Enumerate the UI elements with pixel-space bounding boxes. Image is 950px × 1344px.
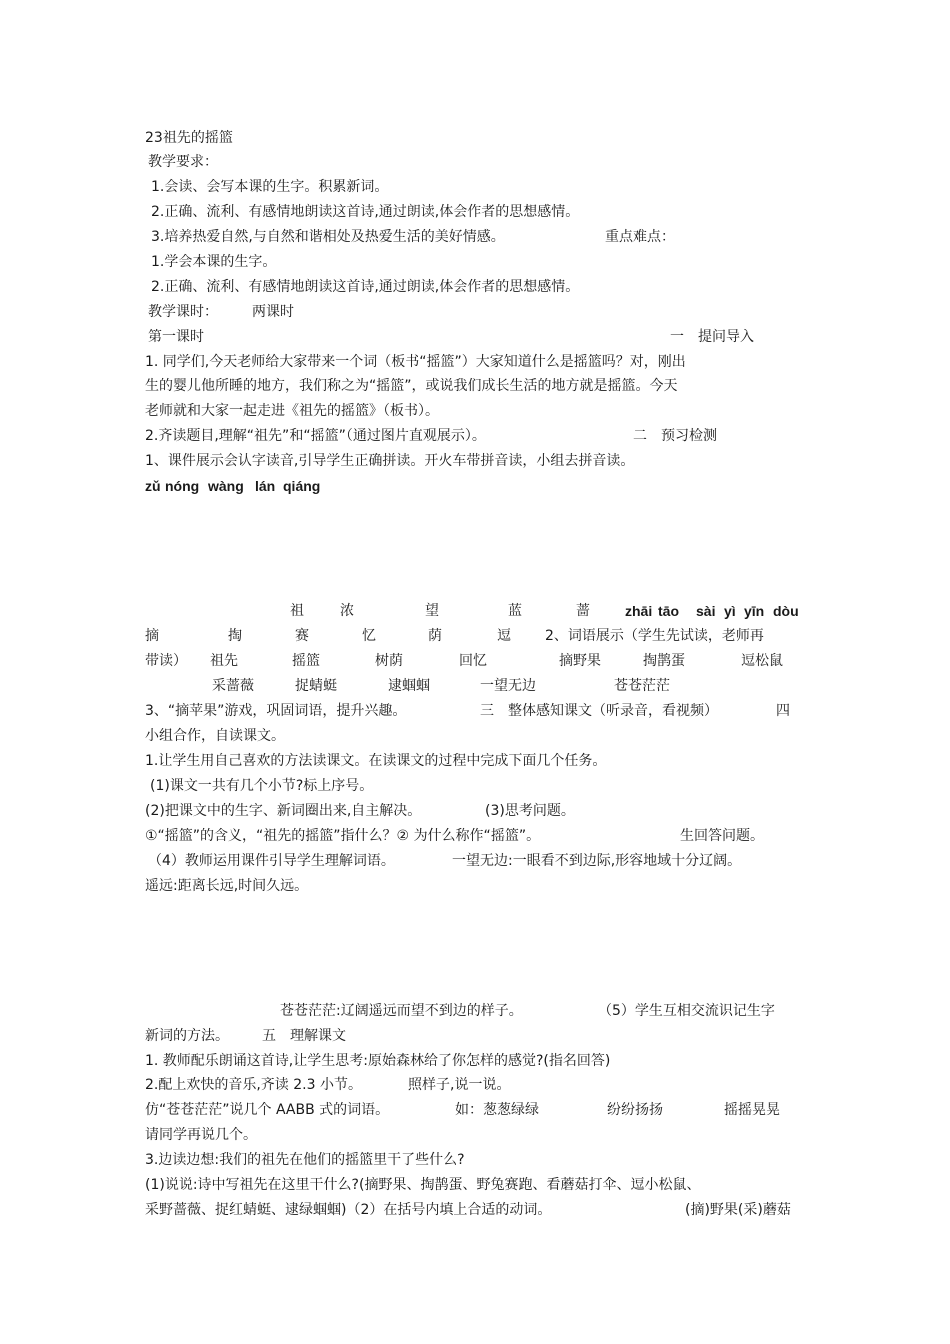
character: 逗 [497, 628, 511, 644]
vocab-word: 摘野果 [559, 653, 601, 669]
requirements-header: 教学要求： [148, 154, 218, 170]
section-4-heading: 小组合作，自读课文。 [145, 728, 285, 744]
requirement-1: 1.会读、会写本课的生字。积累新词。 [151, 179, 389, 195]
words-intro-b: 带读） [145, 653, 187, 669]
character: 忆 [362, 628, 376, 644]
example-3: 摇摇晃晃 [724, 1102, 780, 1118]
section-5-heading: 五 理解课文 [262, 1028, 346, 1044]
character: 掏 [228, 628, 242, 644]
game-line: 3、“摘苹果”游戏，巩固词语，提升兴趣。 [145, 703, 407, 719]
page-title: 23祖先的摇篮 [145, 130, 233, 146]
pinyin: zǔ [145, 478, 161, 494]
pinyin: sài [696, 603, 716, 619]
definition-1: 一望无边:一眼看不到边际,形容地域十分辽阔。 [452, 853, 742, 869]
vocab-word: 逮蝈蝈 [388, 678, 430, 694]
understand-1: 1. 教师配乐朗诵这首诗,让学生思考:原始森林给了你怎样的感觉?(指名回答) [145, 1053, 611, 1069]
task-intro: 1.让学生用自己喜欢的方法读课文。在读课文的过程中完成下面几个任务。 [145, 753, 607, 769]
pinyin: wàng [208, 478, 244, 494]
pinyin: qiáng [283, 478, 321, 494]
task-3: (3)思考问题。 [485, 803, 575, 819]
task-5a: （5）学生互相交流识记生字 [598, 1003, 775, 1019]
hours-value: 两课时 [252, 304, 294, 320]
pinyin: lán [255, 478, 276, 494]
understand-4: 请同学再说几个。 [145, 1127, 257, 1143]
character: 蔷 [576, 603, 590, 619]
vocab-word: 回忆 [459, 653, 487, 669]
pinyin: zhāi [625, 603, 653, 619]
vocab-word: 摇篮 [292, 653, 320, 669]
character: 祖 [290, 603, 304, 619]
task-1: (1)课文一共有几个小节?标上序号。 [150, 778, 374, 794]
task-4: （4）教师运用课件引导学生理解词语。 [148, 853, 395, 869]
pinyin: tāo [658, 603, 679, 619]
task-5b: 新词的方法。 [145, 1028, 229, 1044]
pinyin: yì [724, 603, 736, 619]
vocab-word: 祖先 [210, 653, 238, 669]
character: 摘 [145, 628, 159, 644]
section-3-heading: 三 整体感知课文（听录音，看视频） [480, 703, 718, 719]
section-4-number: 四 [776, 703, 790, 719]
understand-2b: 照样子,说一说。 [408, 1077, 511, 1093]
section-2-heading: 二 预习检测 [633, 428, 717, 444]
pinyin: yīn [744, 603, 765, 619]
vocab-word: 一望无边 [480, 678, 536, 694]
vocab-word: 逗松鼠 [741, 653, 783, 669]
words-intro-a: 2、词语展示（学生先试读，老师再 [545, 628, 764, 644]
understand-6: (1)说说:诗中写祖先在这里干什么?(摘野果、掏鹊蛋、野兔赛跑、看蘑菇打伞、逗小松鼠、 [145, 1177, 701, 1193]
character: 望 [425, 603, 439, 619]
definition-3: 苍苍茫茫:辽阔遥远而望不到边的样子。 [280, 1003, 523, 1019]
requirement-3: 3.培养热爱自然,与自然和谐相处及热爱生活的美好情感。 [151, 229, 505, 245]
understand-5: 3.边读边想:我们的祖先在他们的摇篮里干了些什么? [145, 1152, 465, 1168]
intro-para-line-1: 1. 同学们,今天老师给大家带来一个词（板书“摇篮”）大家知道什么是摇篮吗？对，刚出 [145, 354, 686, 370]
answer-label: 生回答问题。 [680, 828, 764, 844]
section-1-heading: 一 提问导入 [670, 329, 754, 345]
example-1: 如：葱葱绿绿 [455, 1102, 539, 1118]
vocab-word: 树荫 [375, 653, 403, 669]
definition-2: 遥远:距离长远,时间久远。 [145, 878, 309, 894]
vocab-word: 采蔷薇 [212, 678, 254, 694]
vocab-word: 捉蜻蜓 [295, 678, 337, 694]
pinyin-instruction: 1、课件展示会认字读音,引导学生正确拼读。开火车带拼音读，小组去拼音读。 [145, 453, 635, 469]
example-2: 纷纷扬扬 [607, 1102, 663, 1118]
question-line: ①“摇篮”的含义，“祖先的摇篮”指什么？② 为什么称作“摇篮”。 [145, 828, 541, 844]
lesson-1-heading: 第一课时 [148, 329, 204, 345]
hours-label: 教学课时： [148, 304, 218, 320]
intro-para-line-3: 老师就和大家一起走进《祖先的摇篮》（板书）。 [145, 403, 439, 419]
understand-7b: (摘)野果(采)蘑菇 [685, 1202, 791, 1218]
pinyin: nóng [165, 478, 200, 494]
vocab-word: 苍苍茫茫 [614, 678, 670, 694]
understand-2: 2.配上欢快的音乐,齐读 2.3 小节。 [145, 1077, 362, 1093]
key-points-header: 重点难点： [605, 229, 675, 245]
pinyin: dòu [773, 603, 799, 619]
intro-para-line-2: 生的婴儿他所睡的地方，我们称之为“摇篮”，或说我们成长生活的地方就是摇篮。今天 [145, 378, 678, 394]
key-point-2: 2.正确、流利、有感情地朗读这首诗,通过朗读,体会作者的思想感情。 [151, 279, 580, 295]
understand-3: 仿“苍苍茫茫”说几个 AABB 式的词语。 [145, 1102, 390, 1118]
character: 荫 [428, 628, 442, 644]
character: 赛 [295, 628, 309, 644]
understand-7: 采野蔷薇、捉红蜻蜓、逮绿蝈蝈)（2）在括号内填上合适的动词。 [145, 1202, 552, 1218]
key-point-1: 1.学会本课的生字。 [151, 254, 277, 270]
character: 蓝 [508, 603, 522, 619]
title-reading-para: 2.齐读题目,理解“祖先”和“摇篮”（通过图片直观展示）。 [145, 428, 486, 444]
character: 浓 [340, 603, 354, 619]
vocab-word: 掏鹊蛋 [643, 653, 685, 669]
task-2: (2)把课文中的生字、新词圈出来,自主解决。 [145, 803, 422, 819]
requirement-2: 2.正确、流利、有感情地朗读这首诗,通过朗读,体会作者的思想感情。 [151, 204, 580, 220]
